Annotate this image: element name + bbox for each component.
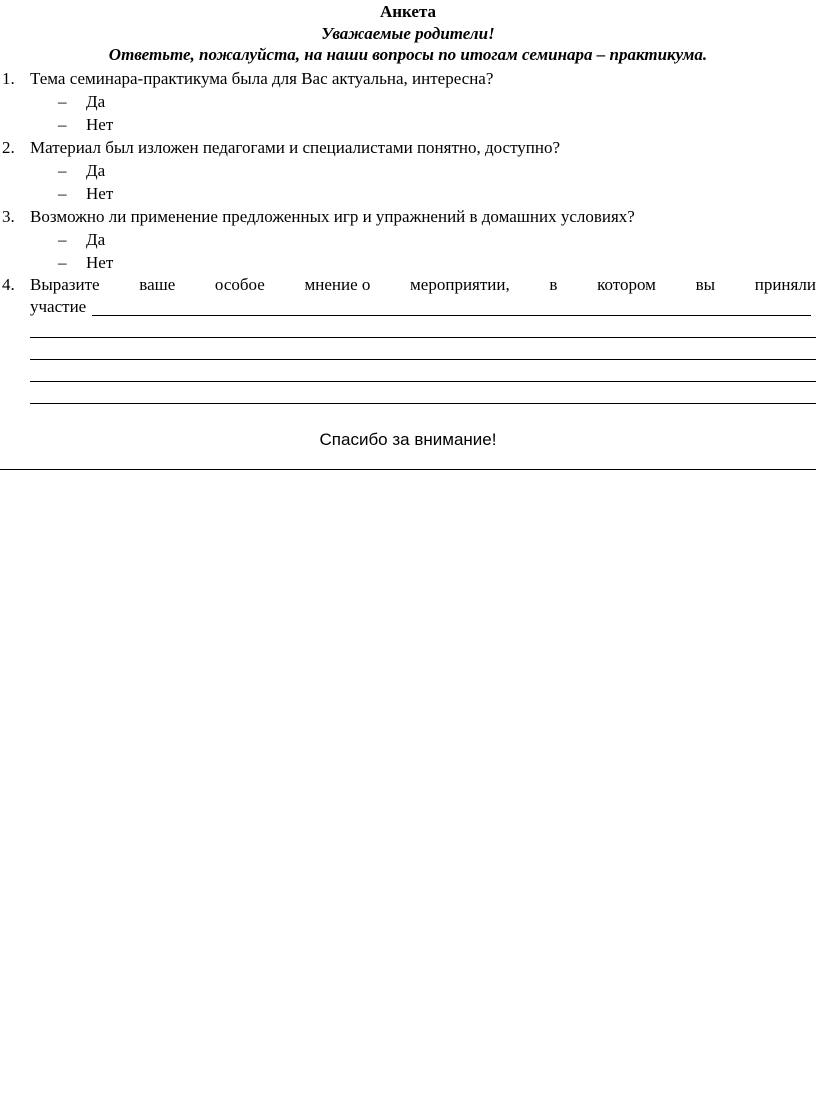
option-bullet: – — [58, 115, 67, 134]
question-text: Возможно ли применение предложенных игр и упражнений в домашних условиях? — [30, 207, 635, 226]
answer-line[interactable] — [30, 359, 816, 360]
question-4-word: мероприятии, — [410, 275, 510, 294]
question-text: Тема семинара-практикума была для Вас актуальна, интересна? — [30, 69, 494, 88]
option-label: Нет — [86, 184, 114, 203]
question-4-word: приняли — [754, 275, 816, 294]
option-label: Нет — [86, 253, 114, 272]
question-text: Материал был изложен педагогами и специалистами понятно, доступно? — [30, 138, 561, 157]
answer-line[interactable] — [30, 403, 816, 404]
question-4-continuation: участие — [30, 297, 87, 316]
footer-divider — [0, 469, 816, 470]
question-4-word: ваше — [139, 275, 176, 294]
option-bullet: – — [58, 253, 67, 272]
answer-line[interactable] — [30, 381, 816, 382]
question-number: 1. — [2, 69, 15, 88]
option-bullet: – — [58, 184, 67, 203]
answer-line[interactable] — [92, 315, 811, 316]
greeting: Уважаемые родители! — [321, 24, 495, 43]
option-label: Да — [86, 92, 106, 111]
question-4-text — [30, 275, 816, 295]
option-bullet: – — [58, 161, 67, 180]
option-bullet: – — [58, 92, 67, 111]
question-4-word: особое — [214, 275, 265, 294]
question-number: 2. — [2, 138, 15, 157]
question-4-word: котором — [597, 275, 656, 294]
option-label: Нет — [86, 115, 114, 134]
question-4-word: вы — [695, 275, 716, 294]
option-label: Да — [86, 230, 106, 249]
question-number: 3. — [2, 207, 15, 226]
page-title: Анкета — [379, 2, 437, 21]
thanks-text: Спасибо за внимание! — [319, 430, 497, 449]
option-label: Да — [86, 161, 106, 180]
question-number: 4. — [2, 275, 15, 294]
question-4-word: в — [549, 275, 558, 294]
question-4-word: Выразите — [30, 275, 100, 294]
question-4-word: мнение о — [304, 275, 371, 294]
intro-text: Ответьте, пожалуйста, на наши вопросы по итогам семинара – практикума. — [108, 45, 708, 64]
answer-line[interactable] — [30, 337, 816, 338]
option-bullet: – — [58, 230, 67, 249]
